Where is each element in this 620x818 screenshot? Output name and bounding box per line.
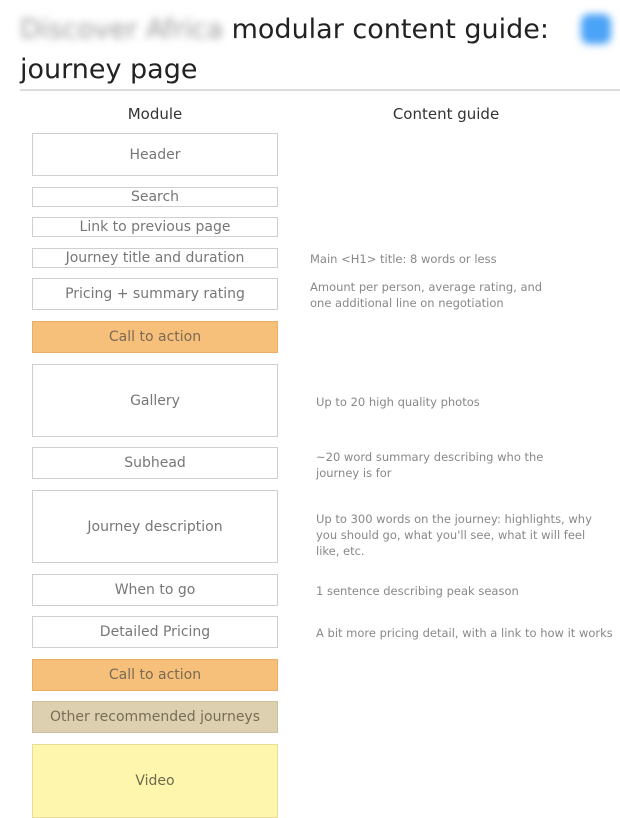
module-journey-description: Journey description [32, 490, 278, 563]
module-detailed-pricing: Detailed Pricing [32, 616, 278, 648]
guide-pricing-summary: Amount per person, average rating, and one additional line on negotiation [310, 280, 543, 310]
page-title [20, 10, 580, 90]
column-header-content-guide: Content guide [392, 105, 500, 123]
guide-gallery: Up to 20 high quality photos [316, 395, 480, 409]
module-search: Search [32, 187, 278, 207]
title-text: modular content guide: [231, 14, 549, 45]
module-journey-title: Journey title and duration [32, 248, 278, 268]
guide-journey-title: Main <H1> title: 8 words or less [310, 252, 497, 266]
guide-detailed-pricing: A bit more pricing detail, with a link to how it works [316, 626, 613, 640]
module-subhead: Subhead [32, 447, 278, 479]
module-pricing-summary: Pricing + summary rating [32, 278, 278, 310]
blurred-brand-name: Discover Africa [20, 14, 224, 45]
guide-subhead: ~20 word summary describing who the journey is for [316, 450, 544, 480]
guide-journey-description: Up to 300 words on the journey: highlights, why you should go, what you'll see, what it will feel like, etc. [316, 512, 592, 558]
module-video: Video [32, 744, 278, 818]
module-other-recommended: Other recommended journeys [32, 701, 278, 733]
guide-when-to-go: 1 sentence describing peak season [316, 584, 519, 598]
module-call-to-action: Call to action [32, 321, 278, 353]
title-line-2: journey page [20, 54, 198, 85]
module-link-previous-page: Link to previous page [32, 217, 278, 237]
module-gallery: Gallery [32, 364, 278, 437]
module-call-to-action-2: Call to action [32, 659, 278, 691]
module-header: Header [32, 133, 278, 176]
module-when-to-go: When to go [32, 574, 278, 606]
header-divider [20, 89, 620, 91]
column-header-module: Module [127, 105, 183, 123]
blurred-avatar [581, 14, 611, 44]
